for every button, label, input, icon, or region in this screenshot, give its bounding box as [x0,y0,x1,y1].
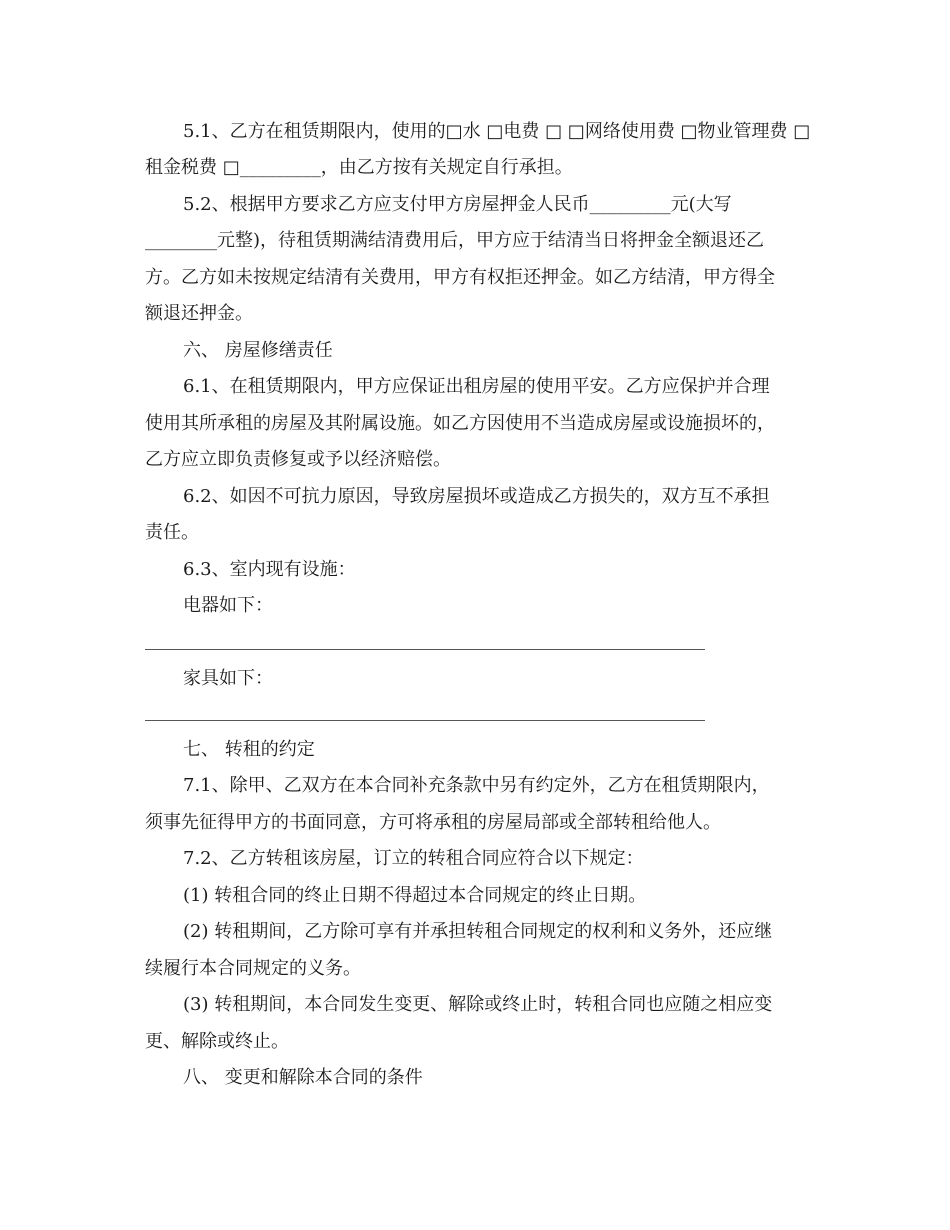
clause-6-3-line: 6.3、室内现有设施： [183,559,356,580]
furniture-label: 家具如下： [183,668,273,689]
clause-7-1-line-1: 7.1、除甲、乙双方在本合同补充条款中另有约定外，乙方在租赁期限内， [183,775,770,796]
furniture-blank-line [145,720,705,721]
appliances-blank-line [145,649,705,650]
clause-5-2-line-1: 5.2、根据甲方要求乙方应支付甲方房屋押金人民币_________元(大写 [183,194,732,215]
rule-2-line-2: 续履行本合同规定的义务。 [145,958,361,979]
rule-3-line-2: 更、解除或终止。 [145,1031,289,1052]
clause-7-1-line-2: 须事先征得甲方的书面同意，方可将承租的房屋局部或全部转租给他人。 [145,812,721,833]
clause-5-2-line-2: ________元整)，待租赁期满结清费用后，甲方应于结清当日将押金全额退还乙 [145,230,765,251]
clause-5-2-line-3: 方。乙方如未按规定结清有关费用，甲方有权拒还押金。如乙方结清，甲方得全 [145,267,775,288]
rule-1-line: (1) 转租合同的终止日期不得超过本合同规定的终止日期。 [183,885,647,906]
clause-6-1-line-1: 6.1、在租赁期限内，甲方应保证出租房屋的使用平安。乙方应保护并合理 [183,376,770,397]
clause-6-1-line-3: 乙方应立即负责修复或予以经济赔偿。 [145,449,451,470]
clause-6-2-line-2: 责任。 [145,522,199,543]
clause-5-2-line-4: 额退还押金。 [145,303,253,324]
rule-3-line-1: (3) 转租期间，本合同发生变更、解除或终止时，转租合同也应随之相应变 [183,994,773,1015]
clause-5-1-line-1: 5.1、乙方在租赁期限内，使用的□水 □电费 □ □网络使用费 □物业管理费 □ [183,121,811,142]
appliances-label: 电器如下： [183,595,273,616]
rule-2-line-1: (2) 转租期间，乙方除可享有并承担转租合同规定的权利和义务外，还应继 [183,921,773,942]
section-8-heading: 八、 变更和解除本合同的条件 [183,1067,423,1088]
clause-7-2-line: 7.2、乙方转租该房屋，订立的转租合同应符合以下规定： [183,848,644,869]
clause-6-1-line-2: 使用其所承租的房屋及其附属设施。如乙方因使用不当造成房屋或设施损坏的， [145,413,775,434]
clause-5-1-line-2: 租金税费 □_________，由乙方按有关规定自行承担。 [145,157,573,178]
clause-6-2-line-1: 6.2、如因不可抗力原因，导致房屋损坏或造成乙方损失的，双方互不承担 [183,486,770,507]
section-7-heading: 七、 转租的约定 [183,739,315,760]
section-6-heading: 六、 房屋修缮责任 [183,340,333,361]
